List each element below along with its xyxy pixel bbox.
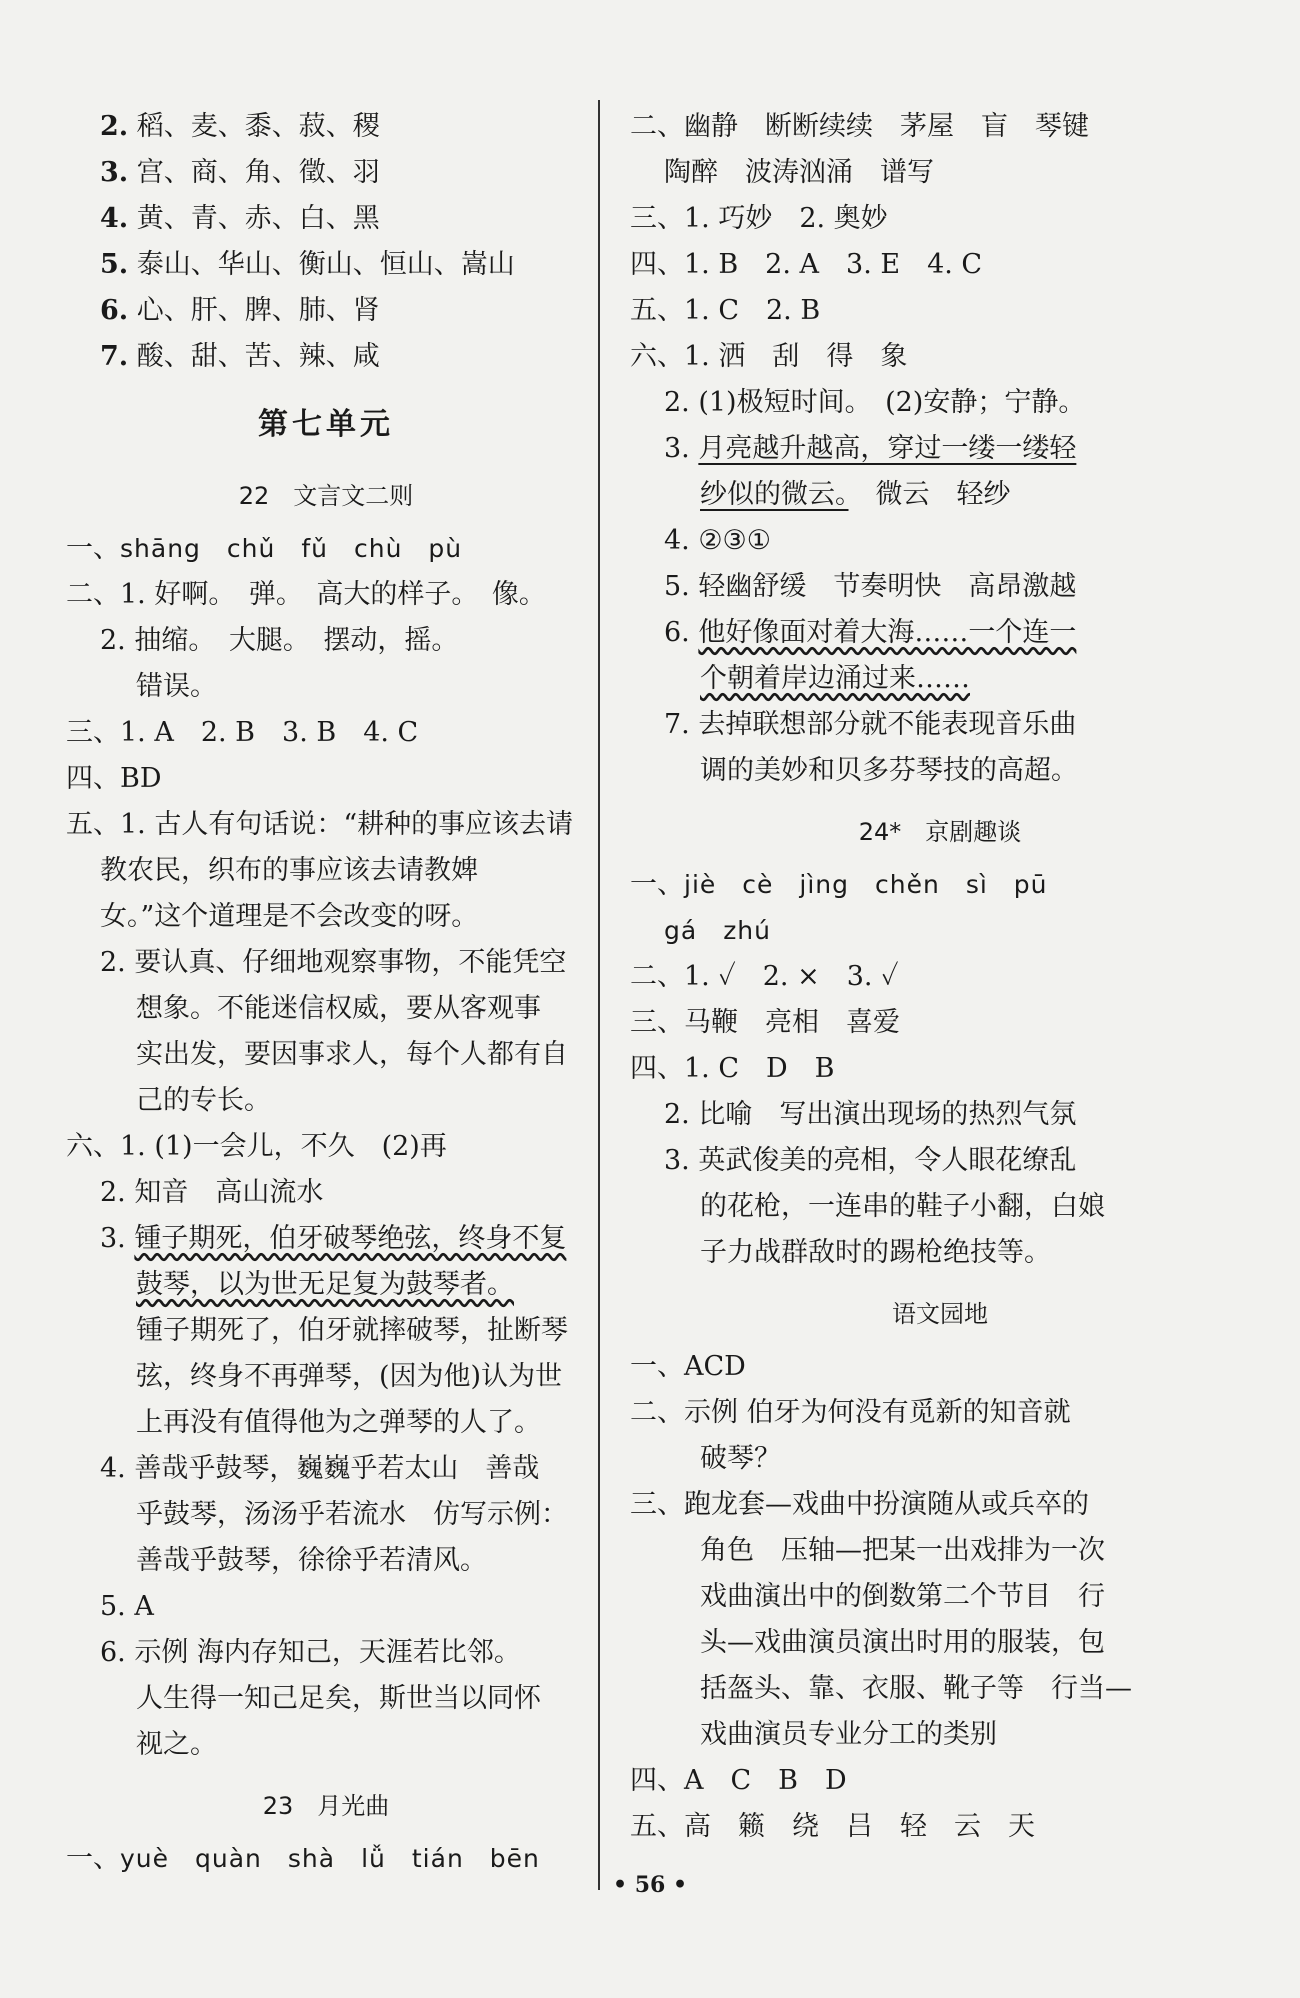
answer-line: 调的美妙和贝多芬琴技的高超。 [700, 755, 1078, 786]
wavy-underlined-text: 鼓琴，以为世无足复为鼓琴者。 [136, 1269, 514, 1300]
underlined-text: 月亮越升越高，穿过一缕一缕轻 [698, 433, 1077, 464]
answer-line: 想象。不能迷信权威，要从客观事 [136, 993, 541, 1024]
answer-line: 3. 月亮越升越高，穿过一缕一缕轻 [664, 433, 1077, 464]
answer-line: 2. (1)极短时间。 (2)安静；宁静。 [664, 387, 1086, 418]
answer-line: 7. 去掉联想部分就不能表现音乐曲 [664, 709, 1077, 740]
answer-line: 5. A [100, 1591, 154, 1622]
answer-line: 二、1. ✓ 2. × 3. ✓ [630, 961, 899, 992]
answer-line: 四、BD [66, 763, 162, 794]
answer-line: 三、1. 巧妙 2. 奥妙 [630, 203, 888, 234]
answer-line: 二、示例 伯牙为何没有觅新的知音就 [630, 1397, 1071, 1428]
list-item: 3. 宫、商、角、徵、羽 [100, 157, 380, 188]
answer-line: 4. 善哉乎鼓琴，巍巍乎若太山 善哉 [100, 1453, 540, 1484]
answer-line: 的花枪，一连串的鞋子小翻，白娘 [700, 1191, 1105, 1222]
answer-line: 纱似的微云。 微云 轻纱 [700, 479, 1011, 510]
garden-title: 语文园地 [892, 1300, 988, 1328]
wavy-underlined-text: 他好像面对着大海……一个连一 [698, 617, 1077, 648]
answer-line: 五、1. C 2. B [630, 295, 821, 326]
list-item: 4. 黄、青、赤、白、黑 [100, 203, 380, 234]
answer-line [630, 656, 1250, 702]
list-item: 6. 心、肝、脾、肺、肾 [100, 295, 380, 326]
wavy-underlined-text: 锺子期死，伯牙破琴绝弦，终身不复 [134, 1223, 567, 1254]
answer-line: 5. 轻幽舒缓 节奏明快 高昂激越 [664, 571, 1077, 602]
answer-line: 三、1. A 2. B 3. B 4. C [66, 717, 419, 748]
lesson-23-title: 23 月光曲 [262, 1792, 390, 1820]
column-divider [598, 100, 600, 1890]
answer-line: 2. 知音 高山流水 [100, 1177, 324, 1208]
answer-line: 3. 锺子期死，伯牙破琴绝弦，终身不复 [100, 1223, 567, 1254]
lesson-22-title: 22 文言文二则 [238, 482, 414, 510]
answer-line: 视之。 [136, 1729, 217, 1760]
answer-line: 三、跑龙套—戏曲中扮演随从或兵卒的 [630, 1489, 1089, 1520]
answer-line: 一、shāng chǔ fǔ chù pù [66, 533, 463, 564]
answer-line: 戏曲演员专业分工的类别 [700, 1719, 997, 1750]
answer-line: 上再没有值得他为之弹琴的人了。 [136, 1407, 541, 1438]
answer-line: 2. 抽缩。 大腿。 摆动，摇。 [100, 625, 459, 656]
answer-line: 六、1. 洒 刮 得 象 [630, 341, 908, 372]
answer-line: 括盔头、靠、衣服、靴子等 行当— [700, 1673, 1132, 1704]
answer-line: 女。”这个道理是不会改变的呀。 [100, 901, 479, 932]
underlined-text: 纱似的微云。 [700, 479, 849, 510]
answer-line: 己的专长。 [136, 1085, 271, 1116]
answer-line: 实出发，要因事求人，每个人都有自 [136, 1039, 568, 1070]
answer-line: gá zhú [664, 916, 772, 945]
answer-line: 6. 他好像面对着大海……一个连一 [664, 617, 1077, 648]
answer-line: 五、高 籁 绕 吕 轻 云 天 [630, 1811, 1035, 1842]
answer-line: 教农民，织布的事应该去请教婢 [100, 855, 478, 886]
right-column [630, 104, 1250, 1850]
unit-title: 第七单元 [258, 407, 394, 442]
answer-line: 善哉乎鼓琴，徐徐乎若清风。 [136, 1545, 487, 1576]
answer-line: 弦，终身不再弹琴，(因为他)认为世 [136, 1361, 563, 1392]
answer-line: 一、yuè quàn shà lǚ tián bēn [66, 1843, 540, 1874]
answer-line: 二、幽静 断断续续 茅屋 盲 琴键 [630, 111, 1089, 142]
answer-line: 锺子期死了，伯牙就摔破琴，扯断琴 [136, 1315, 568, 1346]
answer-line: 陶醉 波涛汹涌 谱写 [664, 157, 934, 188]
answer-line: 2. 要认真、仔细地观察事物，不能凭空 [100, 947, 567, 978]
wavy-underlined-text: 个朝着岸边涌过来…… [700, 663, 970, 694]
answer-line: 四、A C B D [630, 1765, 847, 1796]
page-number: • 56 • [612, 1872, 688, 1898]
answer-line: 三、马鞭 亮相 喜爱 [630, 1007, 900, 1038]
answer-line: 角色 压轴—把某一出戏排为一次 [700, 1535, 1105, 1566]
answer-line: 五、1. 古人有句话说：“耕种的事应该去请 [66, 809, 574, 840]
answer-line: 3. 英武俊美的亮相，令人眼花缭乱 [664, 1145, 1077, 1176]
answer-line: 2. 比喻 写出演出现场的热烈气氛 [664, 1099, 1077, 1130]
answer-line: 人生得一知己足矣，斯世当以同怀 [136, 1683, 541, 1714]
answer-line: 6. 示例 海内存知己，天涯若比邻。 [100, 1637, 521, 1668]
lesson-24-title: 24* 京剧趣谈 [858, 818, 1022, 846]
answer-line: 戏曲演出中的倒数第二个节目 行 [700, 1581, 1105, 1612]
answer-line: 乎鼓琴，汤汤乎若流水 仿写示例： [136, 1499, 568, 1530]
answer-line: 一、ACD [630, 1351, 746, 1382]
answer-line: 破琴？ [700, 1443, 781, 1474]
left-column [66, 104, 586, 1882]
answer-line: 四、1. B 2. A 3. E 4. C [630, 249, 983, 280]
answer-line: 二、1. 好啊。 弹。 高大的样子。 像。 [66, 579, 546, 610]
answer-line: 一、jiè cè jìng chěn sì pū [630, 869, 1048, 900]
answer-line: 头—戏曲演员演出时用的服装，包 [700, 1627, 1105, 1658]
answer-line: 错误。 [136, 671, 217, 702]
answer-line [66, 1262, 586, 1308]
answer-line: 六、1. (1)一会儿，不久 (2)再 [66, 1131, 447, 1162]
answer-line: 四、1. C D B [630, 1053, 835, 1084]
list-item: 2. 稻、麦、黍、菽、稷 [100, 111, 380, 142]
list-item: 7. 酸、甜、苦、辣、咸 [100, 341, 380, 372]
answer-line: 4. ②③① [664, 525, 771, 556]
answer-line: 子力战群敌时的踢枪绝技等。 [700, 1237, 1051, 1268]
list-item: 5. 泰山、华山、衡山、恒山、嵩山 [100, 249, 515, 280]
